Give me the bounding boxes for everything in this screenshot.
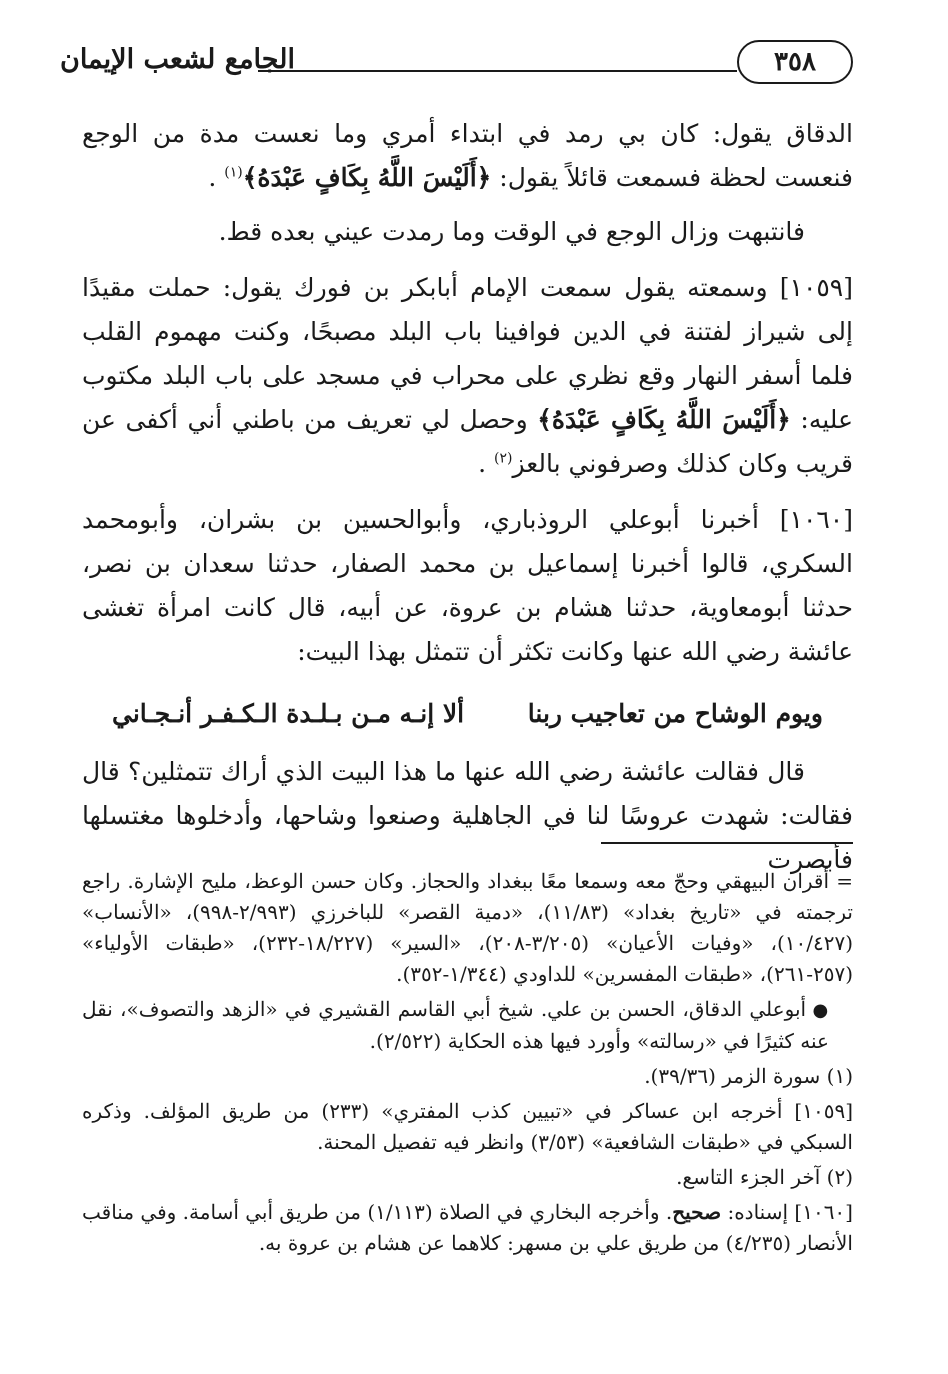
verse-second-hemistich: ألا إنـه مـن بـلـدة الـكـفـر أنـجـاني	[112, 699, 465, 728]
text-run: أبوعلي الدقاق، الحسن بن علي. شيخ أبي القاسم القشيري في «الزهد والتصوف»، نقل عنه كثيرًا في «رسالته» وأورد فيها هذه الحكاية (٢/٥٢٢).	[82, 997, 829, 1053]
header-rule	[258, 70, 737, 72]
footnote-separator	[601, 842, 853, 844]
hadith-number: [١٠٥٩]	[779, 273, 853, 302]
bullet-icon: ●	[812, 1000, 829, 1021]
footnote-2: (٢) آخر الجزء التاسع.	[676, 1165, 853, 1189]
page-header	[60, 38, 853, 98]
paragraph: فانتبهت وزال الوجع في الوقت وما رمدت عيني بعده قط.	[218, 217, 805, 246]
text-run: .	[208, 163, 225, 192]
footnote-1: (١) سورة الزمر (٣٩/٣٦).	[644, 1064, 853, 1088]
footnote-continued: = أقران البيهقي وحجّ معه وسمعا معًا ببغداد والحجاز. وكان حسن الوعظ، مليح الإشارة. راجع ترجمته في «تاريخ بغداد» (١١/٨٣)، «دمية القصر» للباخرزي (٢/٩٩٣-٩٩٨)، «الأنساب» (١٠/٤٢٧)، «وفيات الأعيان» (٣/٢٠٥-٢٠٨)، «السير» (١٨/٢٢٧-٢٣٢)، «طبقات الأولياء» (٢٥٧-٢٦١)، «طبقات المفسرين» للداودي (١/٣٤٤-٣٥٢).	[82, 869, 854, 986]
text-run: وسمعته يقول سمعت الإمام أبابكر بن فورك يقول: حملت مقيدًا إلى شيراز لفتنة في الدين فوافينا باب البلد مصبحًا، وكنت مهموم القلب فلما أسفر النهار وقع نظري على محراب في مسجد على باب البلد مكتوب عليه:	[82, 273, 853, 434]
text-run: وحصل لي تعريف من باطني أني أكفى عن قريب وكان كذلك وصرفوني بالعز	[82, 405, 853, 478]
text-run: أخبرنا أبوعلي الروذباري، وأبوالحسين بن بشران، وأبومحمد السكري، قالوا أخبرنا إسماعيل بن محمد الصفار، حدثنا سعدان بن نصر، حدثنا أبومعاوية، حدثنا هشام بن عروة، عن أبيه، قال كانت امرأة تغشى عائشة رضي الله عنها وكانت تكثر أن تتمثل بهذا البيت:	[82, 505, 853, 666]
paragraph	[82, 112, 853, 200]
hadith-number: [١٠٦٠]	[779, 505, 853, 534]
footnote-ref[interactable]: (٢)	[494, 450, 513, 467]
paragraph: قال فقالت عائشة رضي الله عنها ما هذا البيت الذي أراك تتمثلين؟ قال فقالت: شهدت عروسًا لنا في الجاهلية وصنعوا وشاحها، وأدخلوها مغتسلها فأبصرت	[82, 757, 853, 874]
page-number-badge	[737, 40, 853, 84]
page-number: ٣٥٨	[774, 47, 816, 77]
main-text	[82, 112, 853, 894]
quran-verse: ﴿أَلَيْسَ اللَّهُ بِكَافٍ عَبْدَهُ﴾	[242, 163, 492, 192]
quran-verse: ﴿أَلَيْسَ اللَّهُ بِكَافٍ عَبْدَهُ﴾	[537, 405, 791, 434]
text-run: الدقاق يقول: كان بي رمد في ابتداء أمري وما نعست مدة من الوجع فنعست لحظة فسمعت قائلاً يقول:	[82, 119, 853, 192]
footnotes	[82, 866, 853, 1263]
hadith-1059	[82, 266, 853, 486]
footnote-1060	[82, 1197, 853, 1259]
footnote-bullet-note	[82, 994, 853, 1057]
footnote-1059: [١٠٥٩] أخرجه ابن عساكر في «تبيين كذب المفتري» (٢٣٣) من طريق المؤلف. وذكره السبكي في «طبقات الشافعية» (٣/٥٣) وانظر فيه تفصيل المحنة.	[82, 1099, 854, 1154]
poetry-verse	[112, 692, 823, 736]
hadith-1060	[82, 498, 853, 674]
running-title: الجامع لشعب الإيمان	[60, 44, 295, 75]
text-run: [١٠٦٠] إسناده:	[721, 1200, 853, 1224]
text-run: . وأخرجه البخاري في الصلاة (١/١١٣) من طريق أبي أسامة. وفي مناقب الأنصار (٤/٢٣٥) من طريق علي بن مسهر: كلاهما عن هشام بن عروة به.	[82, 1200, 853, 1255]
verse-first-hemistich: ويوم الوشاح من تعاجيب ربنا	[527, 699, 823, 728]
text-run: .	[478, 449, 495, 478]
footnote-ref[interactable]: (١)	[224, 164, 243, 181]
grading-label: صحيح	[672, 1200, 722, 1224]
